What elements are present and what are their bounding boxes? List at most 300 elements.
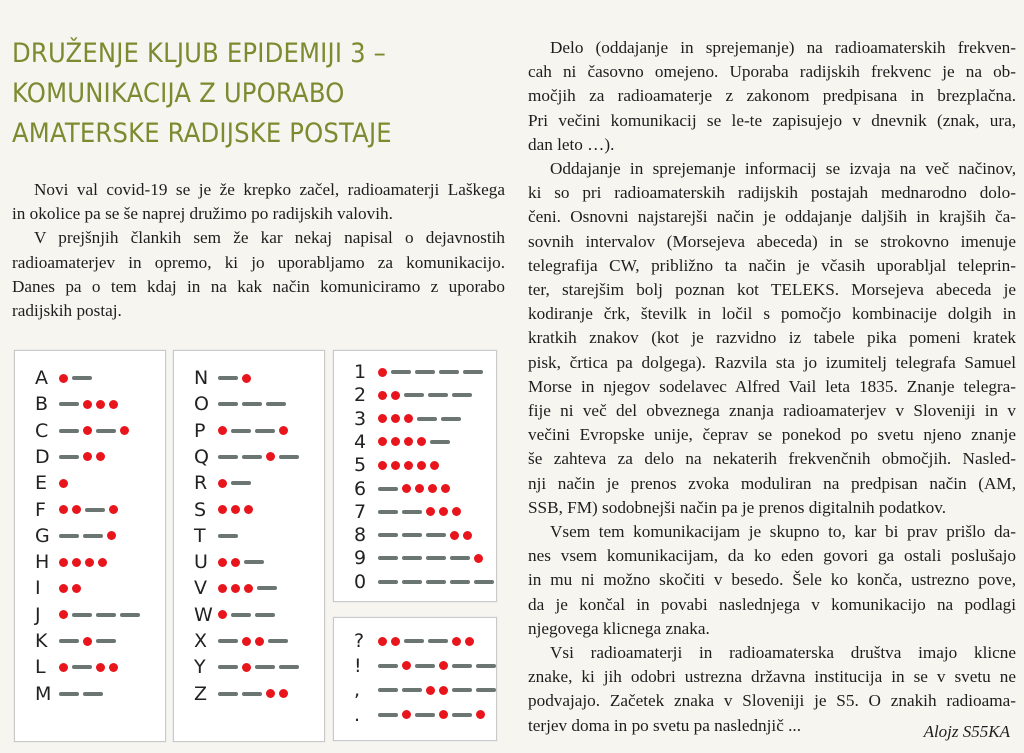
- morse-dot: [218, 558, 227, 567]
- morse-dot: [474, 554, 483, 563]
- morse-dot: [428, 484, 437, 493]
- morse-dash: [452, 393, 472, 397]
- morse-character: W: [194, 603, 213, 626]
- morse-row: [194, 602, 275, 628]
- morse-character: 9: [354, 547, 367, 570]
- morse-character: C: [35, 419, 49, 442]
- text-line: pisk, črtica pa dolgega). Razvila sta jo izumitelj telegrafa Samuel: [528, 352, 1016, 372]
- text-line: radijskih postaj.: [12, 301, 122, 321]
- morse-row: [194, 681, 288, 707]
- morse-dot: [452, 637, 461, 646]
- morse-row: [354, 522, 472, 548]
- morse-dash: [59, 639, 79, 643]
- morse-dash: [59, 455, 79, 459]
- morse-row: [354, 499, 461, 525]
- morse-dot: [391, 414, 400, 423]
- morse-dot: [415, 484, 424, 493]
- morse-dash: [255, 613, 275, 617]
- morse-code: [218, 479, 251, 488]
- morse-dot: [231, 558, 240, 567]
- morse-dash: [450, 556, 470, 560]
- morse-character: 4: [354, 430, 367, 453]
- morse-character: 3: [354, 407, 367, 430]
- text-line: nji način je prenos zvoka moduliran na predpisan način (AM,: [528, 473, 1016, 493]
- morse-dash: [452, 664, 472, 668]
- text-line: V prejšnjih člankih sem že kar nekaj napisal o dejavnostih: [34, 228, 505, 248]
- morse-dash: [96, 639, 116, 643]
- morse-dash: [428, 393, 448, 397]
- morse-dash: [59, 534, 79, 538]
- morse-code: [218, 374, 251, 383]
- author-signature: Alojz S55KA: [923, 722, 1010, 741]
- morse-dot: [72, 505, 81, 514]
- morse-code: [218, 452, 299, 461]
- morse-dash: [59, 692, 79, 696]
- morse-dot: [244, 505, 253, 514]
- morse-dash: [476, 664, 496, 668]
- morse-row: [354, 569, 494, 595]
- morse-code: [218, 534, 238, 538]
- text-line: Delo (oddajanje in sprejemanje) na radioamaterskih frekven-: [550, 38, 1016, 57]
- morse-dash: [378, 556, 398, 560]
- morse-dot: [218, 479, 227, 488]
- morse-code: [59, 584, 81, 593]
- morse-row: [354, 406, 461, 432]
- morse-code: [218, 558, 264, 567]
- morse-dot: [378, 461, 387, 470]
- morse-row: [35, 444, 105, 470]
- morse-dash: [231, 613, 251, 617]
- morse-dash: [428, 639, 448, 643]
- morse-row: [354, 628, 474, 654]
- morse-code: [59, 610, 140, 619]
- morse-dot: [83, 400, 92, 409]
- morse-dot: [242, 637, 251, 646]
- morse-code: [218, 402, 286, 406]
- morse-row: [194, 523, 238, 549]
- morse-code: [378, 580, 494, 584]
- morse-character: ,: [354, 679, 361, 701]
- morse-row: [35, 365, 92, 391]
- text-line: čeni. Osnovni najstarejši način je oddajanje daljših in krajših ča-: [528, 207, 1016, 227]
- morse-character: 7: [354, 500, 367, 523]
- text-line: Vsem tem komunikacijam je skupno to, kar bi prav prišlo da-: [550, 522, 1016, 542]
- morse-dash: [83, 534, 103, 538]
- morse-dot: [417, 437, 426, 446]
- morse-code: [59, 374, 92, 383]
- text-line: večini Evropske unije, čeprav se ponekod po svetu njeno znanje: [528, 425, 1016, 445]
- morse-character: I: [35, 577, 41, 600]
- morse-row: [194, 497, 253, 523]
- morse-code: [59, 692, 103, 696]
- morse-character: 2: [354, 384, 367, 407]
- morse-dot: [83, 452, 92, 461]
- text-line: Oddajanje in sprejemanje informacij se izvaja na več načinov,: [550, 159, 1016, 179]
- morse-dash: [378, 713, 398, 717]
- morse-row: [35, 391, 118, 417]
- text-line: kodiranje črk, številk in ločil s pomočjo kombinacije dolgih in: [528, 304, 1016, 324]
- text-line: znake, ki jih odobri ustrezna državna institucija in se v svetu ne: [528, 667, 1016, 687]
- morse-dot: [452, 507, 461, 516]
- morse-dot: [244, 584, 253, 593]
- morse-code: [378, 710, 485, 719]
- morse-dot: [426, 686, 435, 695]
- morse-code: [378, 437, 450, 446]
- morse-character: P: [194, 419, 206, 442]
- morse-dash: [378, 664, 398, 668]
- morse-dash: [441, 417, 461, 421]
- morse-dot: [266, 689, 275, 698]
- morse-dot: [109, 663, 118, 672]
- morse-code: [378, 414, 461, 423]
- text-line: Morse in njegov sodelavec Alfred Vail leta 1835. Znanje telegra-: [528, 376, 1016, 396]
- morse-character: !: [354, 654, 362, 677]
- text-line: cah ni časovno omejeno. Uporaba radijskih frekvenc je na ob-: [528, 62, 1016, 82]
- morse-character: D: [35, 445, 50, 468]
- morse-code: [218, 426, 288, 435]
- morse-code: [59, 531, 116, 540]
- morse-row: [35, 523, 116, 549]
- morse-code: [59, 452, 105, 461]
- morse-dot: [266, 452, 275, 461]
- morse-dot: [465, 637, 474, 646]
- morse-row: [354, 382, 472, 408]
- morse-dot: [463, 531, 472, 540]
- morse-dot: [231, 505, 240, 514]
- morse-dash: [378, 533, 398, 537]
- text-line: in okolice pa se še naprej družimo po radijskih valovih.: [12, 204, 393, 224]
- morse-dash: [83, 692, 103, 696]
- morse-row: [194, 365, 251, 391]
- morse-dash: [218, 455, 238, 459]
- morse-row: [194, 549, 264, 575]
- morse-code: [218, 610, 275, 619]
- morse-row: [194, 654, 299, 680]
- morse-dash: [72, 613, 92, 617]
- morse-code: [378, 554, 483, 563]
- morse-code: [59, 505, 118, 514]
- morse-dot: [107, 531, 116, 540]
- morse-dot: [59, 479, 68, 488]
- morse-dash: [415, 370, 435, 374]
- morse-dash: [378, 580, 398, 584]
- morse-character: .: [354, 703, 361, 726]
- morse-character: R: [194, 472, 208, 495]
- morse-dash: [218, 534, 238, 538]
- morse-code: [378, 661, 496, 670]
- morse-character: 6: [354, 477, 367, 500]
- morse-dot: [439, 686, 448, 695]
- morse-row: [354, 359, 483, 385]
- morse-dash: [426, 580, 446, 584]
- morse-dot: [59, 505, 68, 514]
- morse-row: [354, 653, 496, 679]
- morse-row: [35, 497, 118, 523]
- morse-dash: [450, 580, 470, 584]
- morse-dash: [257, 586, 277, 590]
- morse-dot: [96, 663, 105, 672]
- morse-row: [35, 602, 140, 628]
- morse-row: [35, 418, 129, 444]
- morse-row: [35, 654, 118, 680]
- morse-character: U: [194, 551, 208, 574]
- morse-dash: [244, 560, 264, 564]
- morse-dash: [72, 376, 92, 380]
- text-line: fije ni več del obveznega znanja radioamaterjev v Sloveniji in v: [528, 401, 1016, 421]
- morse-dot: [417, 461, 426, 470]
- morse-row: [354, 476, 450, 502]
- title-line: AMATERSKE RADIJSKE POSTAJE: [12, 118, 392, 149]
- text-line: nes vsem komunikacijam, da ko eden govori ga ostali poslušajo: [528, 546, 1016, 566]
- morse-dot: [391, 461, 400, 470]
- morse-dash: [402, 510, 422, 514]
- morse-code: [218, 584, 277, 593]
- text-line: Danes pa o tem kdaj in na kak način komuniciramo z uporabo: [12, 276, 505, 296]
- morse-row: [194, 391, 286, 417]
- morse-character: J: [35, 603, 41, 626]
- morse-dot: [242, 374, 251, 383]
- morse-dot: [378, 368, 387, 377]
- morse-dot: [218, 426, 227, 435]
- morse-dot: [430, 461, 439, 470]
- text-line: SSB, FM) sodobnejši način pa je prenos digitalnih podatkov.: [528, 497, 947, 517]
- morse-character: B: [35, 393, 49, 416]
- morse-panel-letters-a-m: [14, 350, 166, 742]
- text-line: dan leto …).: [528, 134, 615, 154]
- morse-code: [378, 391, 472, 400]
- morse-dash: [120, 613, 140, 617]
- morse-row: [35, 681, 103, 707]
- morse-character: ?: [354, 630, 365, 652]
- morse-dash: [452, 688, 472, 692]
- morse-dash: [72, 665, 92, 669]
- morse-dot: [378, 391, 387, 400]
- morse-dash: [255, 429, 275, 433]
- morse-character: M: [35, 682, 52, 705]
- morse-code: [59, 479, 68, 488]
- title-line: KOMUNIKACIJA Z UPORABO: [12, 78, 345, 109]
- morse-code: [378, 484, 450, 493]
- morse-code: [59, 426, 129, 435]
- morse-dash: [402, 580, 422, 584]
- morse-dash: [242, 402, 262, 406]
- text-line: telegrafija CW, približno ta način je včasih uporabljal teleprin-: [528, 255, 1016, 275]
- morse-row: [354, 429, 450, 455]
- morse-dot: [378, 414, 387, 423]
- morse-row: [194, 628, 288, 654]
- morse-code: [59, 663, 118, 672]
- morse-character: F: [35, 498, 46, 521]
- morse-dash: [439, 370, 459, 374]
- morse-dot: [109, 505, 118, 514]
- morse-dash: [231, 429, 251, 433]
- morse-dot: [450, 531, 459, 540]
- morse-character: H: [35, 551, 50, 574]
- morse-dash: [218, 639, 238, 643]
- morse-dash: [268, 639, 288, 643]
- morse-dash: [426, 533, 446, 537]
- morse-character: T: [194, 524, 206, 547]
- morse-character: Y: [194, 656, 206, 679]
- morse-character: 8: [354, 524, 367, 547]
- morse-dash: [279, 455, 299, 459]
- morse-dash: [96, 613, 116, 617]
- morse-dot: [439, 661, 448, 670]
- morse-code: [218, 663, 299, 672]
- morse-dot: [83, 426, 92, 435]
- morse-row: [354, 702, 485, 728]
- morse-character: G: [35, 524, 50, 547]
- morse-dot: [96, 452, 105, 461]
- morse-dot: [426, 507, 435, 516]
- morse-dash: [378, 510, 398, 514]
- morse-dot: [59, 584, 68, 593]
- morse-code: [378, 686, 496, 695]
- morse-dot: [59, 374, 68, 383]
- morse-character: O: [194, 393, 209, 416]
- morse-character: K: [35, 630, 48, 652]
- morse-row: [35, 628, 116, 654]
- morse-dash: [404, 639, 424, 643]
- text-line: ki so pri radioamaterskih radijskih postajah mednarodno dolo-: [528, 183, 1016, 203]
- morse-dot: [404, 414, 413, 423]
- morse-dot: [98, 558, 107, 567]
- morse-dot: [378, 437, 387, 446]
- morse-character: 1: [354, 361, 367, 383]
- morse-dot: [83, 637, 92, 646]
- morse-dot: [439, 507, 448, 516]
- morse-dot: [231, 584, 240, 593]
- morse-dot: [72, 558, 81, 567]
- morse-dot: [85, 558, 94, 567]
- morse-row: [354, 677, 496, 703]
- morse-dot: [218, 610, 227, 619]
- morse-code: [218, 505, 253, 514]
- morse-code: [59, 400, 118, 409]
- morse-dash: [391, 370, 411, 374]
- morse-dash: [279, 665, 299, 669]
- morse-dash: [231, 481, 251, 485]
- morse-character: Z: [194, 682, 208, 705]
- morse-dot: [378, 637, 387, 646]
- morse-code: [59, 558, 107, 567]
- morse-character: V: [194, 577, 207, 600]
- text-line: in mu ni možno skočiti v besedo. Šele ko konča, ustrezno pove,: [528, 570, 1016, 590]
- morse-dot: [402, 484, 411, 493]
- morse-row: [35, 549, 107, 575]
- morse-row: [35, 575, 81, 601]
- text-line: ter, starejšim bolj poznan kot TELEKS. Morsejeva abeceda je: [528, 280, 1016, 300]
- morse-row: [354, 545, 483, 571]
- morse-code: [218, 689, 288, 698]
- morse-dot: [218, 584, 227, 593]
- morse-code: [218, 637, 288, 646]
- text-line: močjih za radioamaterje z zakonom predpisana in brezplačna.: [528, 86, 1016, 106]
- morse-code: [378, 461, 439, 470]
- morse-dot: [404, 437, 413, 446]
- morse-character: Q: [194, 445, 209, 468]
- morse-dash: [85, 508, 105, 512]
- morse-code: [378, 507, 461, 516]
- morse-dash: [430, 440, 450, 444]
- morse-character: X: [194, 630, 208, 652]
- intro-text: [12, 178, 505, 323]
- morse-character: E: [35, 472, 48, 495]
- morse-code: [59, 637, 116, 646]
- morse-dash: [59, 429, 79, 433]
- text-line: podvajajo. Začetek znaka v Sloveniji je S5. O znakih radioama-: [528, 691, 1016, 711]
- morse-dot: [404, 461, 413, 470]
- morse-dot: [402, 710, 411, 719]
- morse-dash: [59, 402, 79, 406]
- morse-dot: [439, 710, 448, 719]
- text-line: še zahteva za delo na nekaterih frekvenčnih območjih. Nasled-: [528, 449, 1016, 469]
- morse-dot: [402, 661, 411, 670]
- morse-dot: [120, 426, 129, 435]
- morse-dash: [452, 713, 472, 717]
- morse-dash: [476, 688, 496, 692]
- morse-row: [194, 418, 288, 444]
- morse-row: [194, 470, 251, 496]
- morse-dash: [218, 402, 238, 406]
- morse-dash: [378, 487, 398, 491]
- morse-code: [378, 637, 474, 646]
- text-line: sovnih intervalov (Morsejeva abeceda) in se strokovno imenuje: [528, 231, 1016, 251]
- text-line: Novi val covid-19 se je že krepko začel, radioamaterji Laškega: [34, 180, 505, 199]
- morse-dash: [404, 393, 424, 397]
- text-line: da je končal in povabi naslednjega v komunikacijo na podlagi: [528, 594, 1016, 614]
- morse-dot: [59, 558, 68, 567]
- morse-dash: [402, 533, 422, 537]
- morse-row: [194, 575, 277, 601]
- morse-row: [35, 470, 68, 496]
- morse-dash: [417, 417, 437, 421]
- morse-dot: [218, 505, 227, 514]
- morse-character: S: [194, 498, 207, 521]
- text-line: kratkih znakov (kot je razvidno iz tabele pika pomeni kratek: [528, 328, 1016, 348]
- morse-dash: [402, 556, 422, 560]
- article-title: [12, 34, 462, 154]
- morse-dot: [255, 637, 264, 646]
- morse-dot: [242, 663, 251, 672]
- morse-dash: [415, 713, 435, 717]
- morse-dash: [378, 688, 398, 692]
- morse-dot: [441, 484, 450, 493]
- morse-panel-digits: [333, 350, 497, 602]
- morse-dot: [391, 637, 400, 646]
- morse-dot: [59, 610, 68, 619]
- morse-dash: [426, 556, 446, 560]
- morse-code: [378, 531, 472, 540]
- morse-character: 5: [354, 454, 367, 477]
- text-line: Vsi radioamaterji in radioamaterska društva imajo klicne: [550, 643, 1016, 663]
- morse-dash: [242, 692, 262, 696]
- text-line: terjev doma in po svetu pa naslednjič ...: [528, 715, 802, 735]
- morse-dash: [218, 376, 238, 380]
- morse-dash: [218, 692, 238, 696]
- morse-character: L: [35, 656, 46, 679]
- morse-row: [194, 444, 299, 470]
- morse-row: [354, 452, 439, 478]
- morse-dash: [402, 688, 422, 692]
- morse-dot: [59, 663, 68, 672]
- morse-dot: [109, 400, 118, 409]
- morse-dot: [476, 710, 485, 719]
- morse-dot: [279, 426, 288, 435]
- morse-character: A: [35, 367, 48, 389]
- morse-dash: [96, 429, 116, 433]
- morse-dot: [96, 400, 105, 409]
